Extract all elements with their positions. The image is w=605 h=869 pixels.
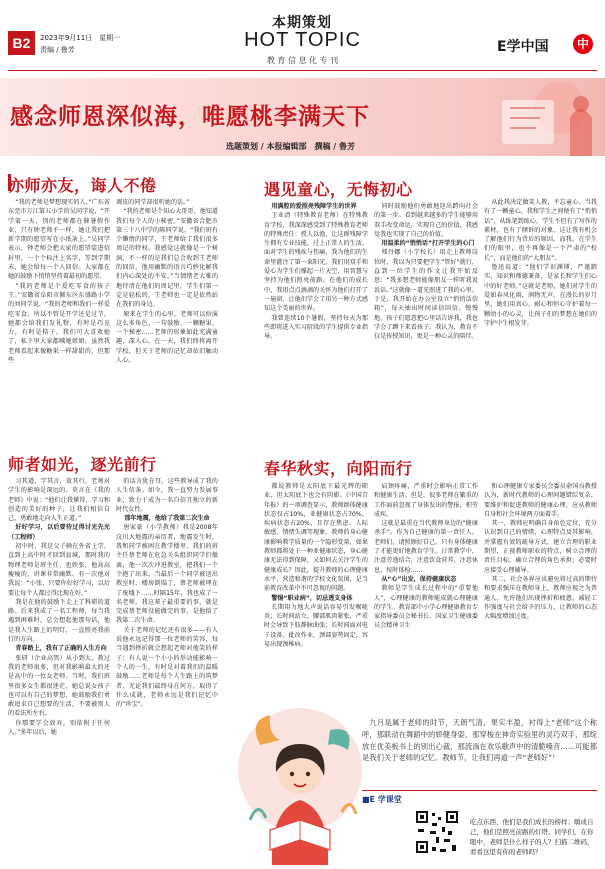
section2-subhead: 用温柔的“悄悄话”打开学生的心门 xyxy=(381,240,475,248)
masthead-rule xyxy=(8,70,597,71)
paragraph: 原来在学生的心里，老师可以扮演这么多角色，一句鼓励、一颗糖果、一个秘密……老师的形象如此充满童趣，深入心。在一天，我们终将离开学校，但关于老师的记忆却依旧触动人心。 xyxy=(116,310,218,365)
paragraph: 王业清（特殊教育老师）在特殊教育学校，我深深感受到了特殊教育老师的特殊责任：授人以渔，让这群残障学生拥有专业技能，过上正常人的生活。面对学生的残疾与伤痛，我为他们的生命里灌注了第一束阳光。我们用双手和爱心为学生们撑起一片天空，用智慧与坚持为他们照亮前路。在他们的成长中，我用点点滴滴的关怀为他们打开了一扇窗，让他们学会了用另一种方式感知这个美丽的世界。 xyxy=(264,212,368,313)
section1-col1 xyxy=(8,198,110,434)
footer xyxy=(362,790,597,867)
section3-subhead: 好好学习，以后要待过得讨光先光（工程师） xyxy=(8,524,110,541)
paragraph: 同时鼓励他们勇敢地迎出跨向社会的第一步。看到越来越多的学生能够用双手改变命运，实现自己的价值，我感觉我也实现了自己的价值。 xyxy=(374,203,478,238)
date-line: 2023年9月11日 星期一 xyxy=(40,34,121,42)
paragraph: 张研（企业高管）从小到大，教过我的老师很多，但对我影响最大的还是高中的一位女老师。当时，我们班里很多女生都很迷茫，她总说女孩子也可以有自己的梦想，她鼓励我们勇敢追求自己想要的生活，不要被别人的看法所左右。 xyxy=(8,654,110,718)
headline-credit: 选题策划 / 本报编辑部 撰稿 / 鲁芳 xyxy=(226,142,355,151)
paragraph: 关于老师的记忆还有很多——有人说他永远记得那一位老师的笑容，每当遇到挫折就会想起老师对他笑的样子；有人说一个小小的举动能影响一个人的一生，有时是对着我们的温暖鼓励……老师是每个人生路上的筑梦者，无论我们最终身在何方，取得了什么成就，老师永远是我们记忆中的“珍宝”。 xyxy=(116,626,218,709)
section4-subhead: 警惕“职业病”，切忌透支身体 xyxy=(271,594,353,602)
section3-subhead: 青春路上，我有了正确的人生方向 xyxy=(15,645,107,653)
paragraph: 教师是学生成长过程中的“重要他人”，心理健康的教师能成就心理健康的学生。教育部中小学心理健康教育专家指导委员会秘书长、国家卫生健康委员会精神卫生 xyxy=(374,585,478,630)
paragraph: 肩颈疼痛，严重时会影响正常工作和健康生活。但是，很多老师在繁重的工作面前忽视了身体发出的警报，积劳成疾。 xyxy=(374,483,478,518)
paragraph: 这就是最重在当代教师身边的“健康杀手”。作为自己健康的第一责任人，老师们，请照顾好自己。只有身体健康了才能更好地教育学生。日常教学中，注意劳逸结合，注意饮食营养，注意休息，按时体检…… xyxy=(374,520,478,574)
motto: 教 育 信 息 化 专 刊 xyxy=(266,56,339,65)
paragraph: “我的老师是梦想现实的人。”广东省东莞市万江第五小学的吴同学说，“开学第一天，别的老师都在催暑假作业，只有钟老师不一样，她让我们把新学期的愿望写在小纸条上。”吴同学表示，钟老师会把大家的愿望装进信封里，一个个标注上名字，等到学期末，她会给每一个人回信。大家都在她的鼓励下悄悄坚持着最初的愿望。 xyxy=(8,199,110,281)
editor-line: 责编 / 鲁芳 xyxy=(40,46,75,54)
section1-title: 亦师亦友，诲人不倦 xyxy=(8,176,157,195)
paragraph: 其一，教师应明确自身角色定位，充分认识到自己的情绪、心理特点及其影响，并掌握有效的疏导方式，建立合理的职业期望，正视教师职业的特点，树立合理的责任目标，确立合理的角色承担；必要时应接受心理辅导。 xyxy=(484,520,597,574)
teacher-illustration xyxy=(230,700,370,865)
paragraph: 唐家豪（小学教师）我是2008年汶川大地震的亲历者，地震发生时，我和同学被困在教学楼里。我们的班主任蔡老师在危急关头组织同学们撤离，他一次次冲进教室，把我们一个个抱了出来。当最后一个同学被送出教室时，楼房倒塌了，蔡老师被埋在了废墟下……时隔15年，我也成了一名老师。我这辈子最重要的事，就是完成蔡老师没能做完的事，是他给了我第二次生命。 xyxy=(116,524,218,625)
brand-logo xyxy=(497,34,597,56)
paragraph: 你那要学会放弃，别依附于任何人。”多年以后，她 xyxy=(8,719,110,737)
section4-subhead: 从“心”出发，保持健康状态 xyxy=(381,575,457,583)
paragraph: 和心理健康专家委员会委员俞国良教授认为，新时代教师的心理问题错综复杂，要维护和促进教师的健康心理，应从教师自身和社会环境两方面着手。 xyxy=(484,483,597,518)
paragraph: 从此我决定做笑人教，不忘童心。当我有了一颗童心，我和学生之间便有了“悄悄话”，从练笔到练心，学生不但有了写作的素材，也有了倾诉的对象。这让我有机会了解他们行为背后的原因。而我，在学生们的眼里，也不再像是一个严肃的“校长”，而是他们的“大朋友”。 xyxy=(484,199,597,262)
paragraph: 我是在他的鼓励下走上了科研的道路。后来我成了一名工程师，每当我遇到困难时，总会想起他那句话，他是我人生路上的明灯，一直照亮我前行的方向。 xyxy=(8,598,110,644)
paragraph: 的话言犹在耳，这些教导成了我的人生信条。如今，我一直努力发展事业，致力于成为一名自信且独立的新时代女性。 xyxy=(116,478,218,513)
footer-text: 吃点东西，他们是我们成长的榜样；嗨成自己，他们是照亮前路的灯塔。同学们，在你眼中，老师是什么样子的人？扫描二维码，看看这里有你的老师吗？ xyxy=(470,818,594,856)
section-en: HOT TOPIC xyxy=(244,29,361,51)
section1-col2 xyxy=(116,198,218,434)
headline-illustration xyxy=(440,78,605,156)
section4-col3 xyxy=(484,482,597,704)
callout-box xyxy=(362,717,597,781)
section4-title: 春华秋实，向阳而行 xyxy=(264,459,413,478)
brand-name: E学中国 xyxy=(497,39,549,55)
section2-subhead: 用满腔的爱照亮残障学生的世界 xyxy=(271,203,357,210)
paragraph: “我的老师是个爱吃零食的孩子王。”安徽省阜阳市颍东区东盛路小学的刘同学说，“我的老师和我们一样爱吃零食，所以不管是开学还是过节，她都会给我们发礼物，有时是巧克力，有时是桔子。我们可大喜欢她了，私下里大家都喊她姐姐。虽然我老师看起来像糖果一样甜甜的，但那些 xyxy=(8,282,110,365)
paragraph: 其二，社会各界应该避免将过高的期待和要求强压在教师身上，教师应视之为普通人，允许他们出现挫折和疲惫，减轻工作强度与社会给予的压力，让教师的心态大幅度增加过度。 xyxy=(484,575,597,621)
paragraph: 我曾连续10个暑假，坚持每天为那些即将进入实习阶段的学生提供专业指导。 xyxy=(264,314,368,341)
section3-title: 师者如光，逐光前行 xyxy=(8,455,157,474)
section2-col3 xyxy=(484,198,597,434)
section3-subhead: 那年地震，他给了我第二次生命 xyxy=(124,515,210,523)
paragraph: 调皮的同学却很听她的话。” xyxy=(116,199,190,206)
paragraph: 鲁迅说道：“他们学识渊博，严谨踏实，知识和师德兼备，是家长和学生们心中的好老师。”这就是老师，她们对学生的爱如春风化雨，润物无声。在漫长的岁月里，她们用真心、耐心和恒心守护着每一颗幼小的心灵，让孩子们的梦想在她们的守护中生根发芽。 xyxy=(484,264,597,327)
section2-title: 遇见童心，无悔初心 xyxy=(264,180,413,199)
paragraph: 长期用力地大声说话容易引发喉咙炎；长时间站立，腰部肌肉紧张，严重时会导致下肢静脉曲张；长时间面对电子设备、批改作业，颈部姿势固定，容易出现颈椎病。 xyxy=(264,603,368,649)
paragraph: 初中时，我是父子俩在外省上学，直到上高中时才回到县城，那时我的物理老师是班主任，也姓张，他高高瘦瘦的，讲课非常幽默。有一次他对我说：“小张，只要你好好学习，以后要让每个人都过得比现在好。” xyxy=(8,543,110,597)
paragraph: 习其道，学其言，效其行，老师对学生的影响是深远的。莫言在《我的老师》中说：“他们让我懂得，学习和创造的美好的种子，让我们相信自己，勇敢地走向人生正道。” xyxy=(8,478,110,523)
brand-badge-icon: 中 xyxy=(573,34,593,54)
paragraph: 都说教师是太阳底下最光辉的职业，但太阳底下也会有阴影。《中国青年报》的一项调查显示，教师群体健康状态仅占10%，亚健康状态占70%，疾病状态占20%，且存在焦虑、人际敏感、情绪失调等现象。教师的身心健康影响教学质量的一个隐形变量，如果教师都将处于一种亚健康状态，身心健康无法得到保障，又如何去关注学生的健康成长？因此，提升教师的心理健康水平，营造和谐的学校文化氛围，是当前教育改革中不可忽视的问题。 xyxy=(264,483,368,593)
section4-col1 xyxy=(264,482,368,704)
qr-code-icon[interactable] xyxy=(414,809,460,855)
paragraph: “我的老师是个知心大哥哥，他知道我们每个人的小秘密。”安徽省合肥市第三十八中学的陈同学说，“我们班有个懒惰的同学，王老师给了我们很多周记的特权。我感觉这就像是一个树洞，不一样的是我们总会收到王老师的回信，他用幽默的语言巧妙化解我们内心深处的不安。”当情绪老大难的地待清在他们的周记里，学生们第一定是轻松的，王老师也一定是依然站在我们的身边。 xyxy=(116,208,218,309)
masthead xyxy=(0,0,605,72)
section3-col1 xyxy=(8,477,110,865)
section-cn: 本期策划 xyxy=(272,15,332,31)
section2-col1 xyxy=(264,202,368,434)
section3-col2 xyxy=(116,477,218,829)
headline-title: 感念师恩深似海，唯愿桃李满天下 xyxy=(10,104,370,130)
callout-text: 九月是属于老师的时节，天朗气清，果实丰盈，衬得上“老师”这个称呼，那联动在舞蹈中的娇健身姿，那穿梭在神奇实验里的灵巧双手，那绽放在优美板书上的别出心裁，那流淌在欢乐歌声中的清脆嗓音……可能都是我们关于老师的记忆。教师节，让我们再道一声“老师好”！ xyxy=(362,718,597,763)
section2-col2 xyxy=(374,202,478,434)
paragraph: 郑丹娜（小学校长）用走上教师岗位时，我以为只要把学生“管好”就行，直到一位学生的作文让我开始反思：“我多想老师能像朋友一样听我说说话。”这就像一道光照进了我的心里。于是，我开始在办公室设立“悄悄话信箱”，每天抽出时间读信回信。慢慢地，孩子们愿意把心里话告诉我，我也学会了蹲下来看孩子。我认为，教育不仅是传授知识，更是一种心灵的陪伴。 xyxy=(374,249,478,341)
section4-col2 xyxy=(374,482,478,704)
footer-tag: ■E 学课堂 xyxy=(362,795,402,804)
page-number: B2 xyxy=(8,31,35,55)
